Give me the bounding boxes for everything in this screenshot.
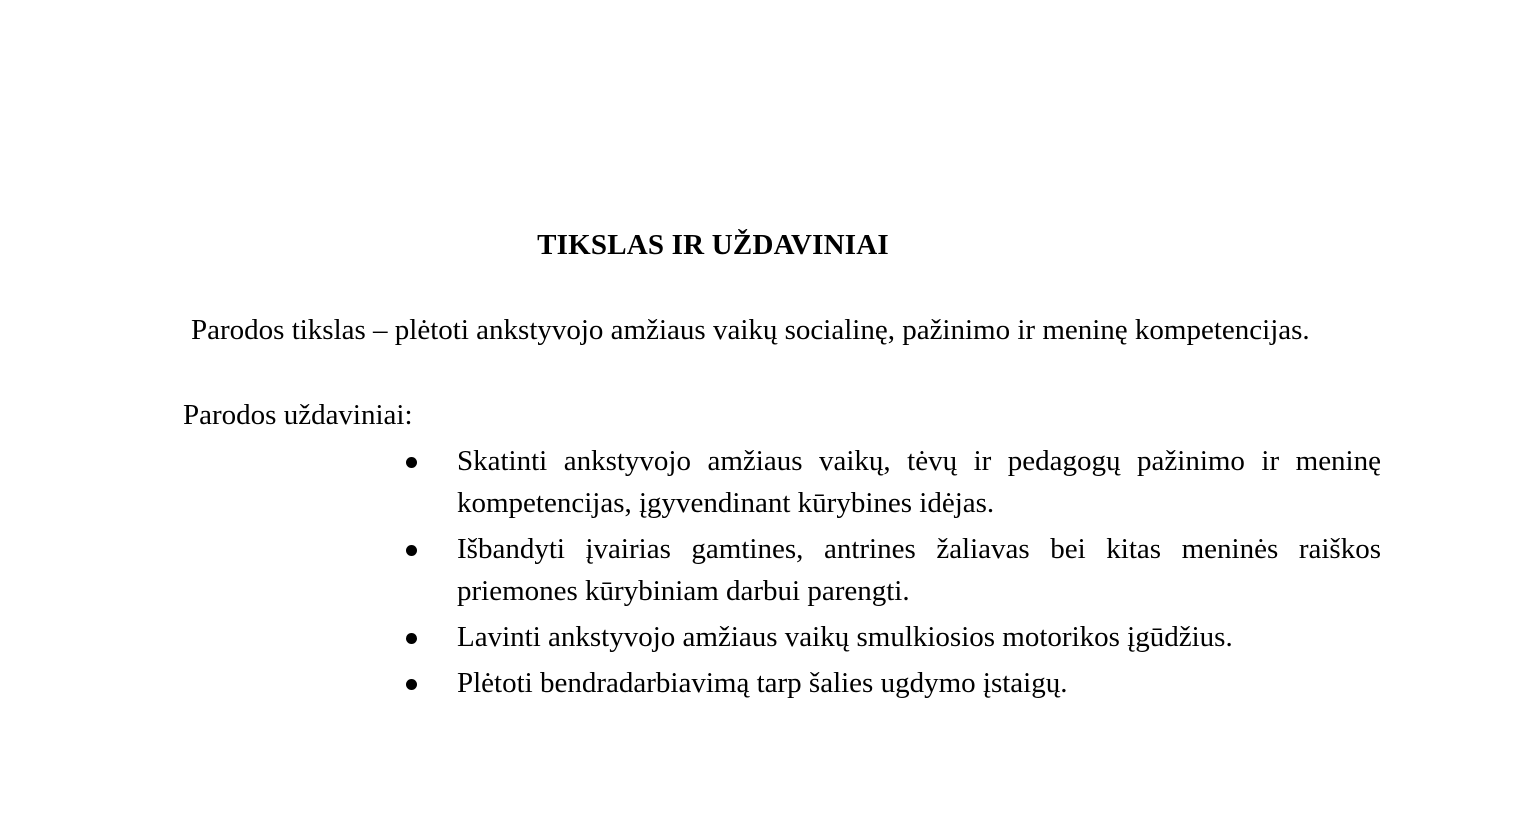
bullet-icon: [406, 679, 417, 690]
tasks-heading: Parodos uždaviniai:: [183, 399, 413, 431]
list-item: [400, 616, 1381, 658]
bullet-icon: [406, 545, 417, 556]
page-title: TIKSLAS IR UŽDAVINIAI: [537, 229, 889, 261]
bullet-icon: [406, 457, 417, 468]
task-text: Plėtoti bendradarbiavimą tarp šalies ugdymo įstaigų.: [457, 667, 1068, 699]
task-text: Skatinti ankstyvojo amžiaus vaikų, tėvų ir pedagogų pažinimo ir meninę kompetencijas, įgyvendinant kūrybines idėjas.: [457, 445, 1381, 519]
bullet-icon: [406, 633, 417, 644]
task-text: Išbandyti įvairias gamtines, antrines žaliavas bei kitas meninės raiškos priemones kūrybiniam darbui parengti.: [457, 533, 1381, 607]
task-text: Lavinti ankstyvojo amžiaus vaikų smulkiosios motorikos įgūdžius.: [457, 621, 1233, 653]
task-list: [400, 440, 1381, 708]
list-item: [400, 440, 1381, 524]
list-item: [400, 662, 1381, 704]
purpose-paragraph: Parodos tikslas – plėtoti ankstyvojo amžiaus vaikų socialinę, pažinimo ir meninę kompetencijas.: [191, 314, 1310, 346]
list-item: [400, 528, 1381, 612]
